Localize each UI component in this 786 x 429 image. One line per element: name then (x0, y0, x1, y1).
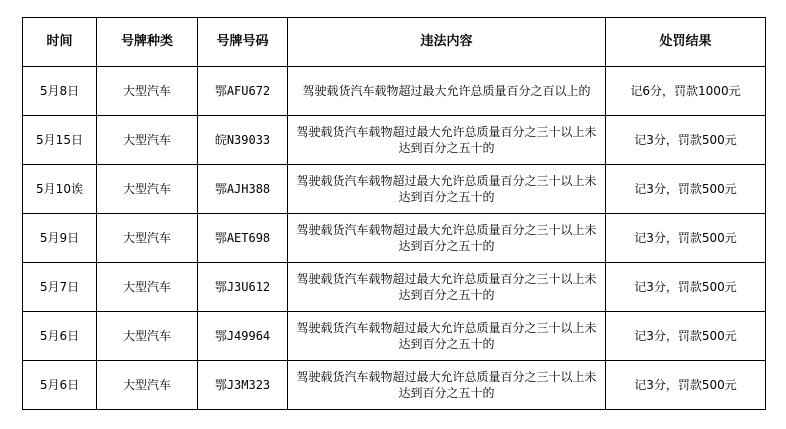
table-row (23, 263, 766, 312)
table-header (23, 18, 766, 67)
cell-plate-number: 鄂AJH388 (198, 165, 288, 214)
violations-table (22, 17, 766, 410)
table-row (23, 116, 766, 165)
cell-plate-type: 大型汽车 (97, 312, 198, 361)
header-violation: 违法内容 (288, 18, 606, 67)
cell-violation: 驾驶载货汽车载物超过最大允许总质量百分之百以上的 (288, 67, 606, 116)
cell-plate-number: 鄂AET698 (198, 214, 288, 263)
cell-violation: 驾驶载货汽车载物超过最大允许总质量百分之三十以上未达到百分之五十的 (288, 312, 606, 361)
cell-time: 5月15日 (23, 116, 97, 165)
cell-penalty: 记3分，罚款500元 (606, 361, 766, 410)
cell-plate-type: 大型汽车 (97, 263, 198, 312)
cell-penalty: 记3分，罚款500元 (606, 116, 766, 165)
cell-plate-number: 鄂J3U612 (198, 263, 288, 312)
cell-violation: 驾驶载货汽车载物超过最大允许总质量百分之三十以上未达到百分之五十的 (288, 214, 606, 263)
cell-penalty: 记3分，罚款500元 (606, 263, 766, 312)
cell-time: 5月8日 (23, 67, 97, 116)
cell-plate-number: 鄂J3M323 (198, 361, 288, 410)
table-row (23, 165, 766, 214)
cell-time: 5月10诶 (23, 165, 97, 214)
cell-plate-number: 鄂J49964 (198, 312, 288, 361)
cell-plate-number: 鄂AFU672 (198, 67, 288, 116)
cell-plate-type: 大型汽车 (97, 214, 198, 263)
header-time: 时间 (23, 18, 97, 67)
table-row (23, 214, 766, 263)
cell-violation: 驾驶载货汽车载物超过最大允许总质量百分之三十以上未达到百分之五十的 (288, 116, 606, 165)
cell-plate-number: 皖N39033 (198, 116, 288, 165)
table-row (23, 67, 766, 116)
cell-time: 5月7日 (23, 263, 97, 312)
cell-violation: 驾驶载货汽车载物超过最大允许总质量百分之三十以上未达到百分之五十的 (288, 361, 606, 410)
cell-plate-type: 大型汽车 (97, 361, 198, 410)
cell-penalty: 记3分，罚款500元 (606, 312, 766, 361)
cell-violation: 驾驶载货汽车载物超过最大允许总质量百分之三十以上未达到百分之五十的 (288, 263, 606, 312)
table-row (23, 312, 766, 361)
cell-penalty: 记3分，罚款500元 (606, 165, 766, 214)
header-plate-type: 号牌种类 (97, 18, 198, 67)
cell-plate-type: 大型汽车 (97, 67, 198, 116)
header-plate-number: 号牌号码 (198, 18, 288, 67)
cell-penalty: 记3分，罚款500元 (606, 214, 766, 263)
cell-time: 5月6日 (23, 312, 97, 361)
table-row (23, 361, 766, 410)
cell-penalty: 记6分，罚款1000元 (606, 67, 766, 116)
header-penalty: 处罚结果 (606, 18, 766, 67)
cell-time: 5月9日 (23, 214, 97, 263)
cell-plate-type: 大型汽车 (97, 116, 198, 165)
cell-time: 5月6日 (23, 361, 97, 410)
cell-plate-type: 大型汽车 (97, 165, 198, 214)
header-row (23, 18, 766, 67)
table-body (23, 67, 766, 410)
cell-violation: 驾驶载货汽车载物超过最大允许总质量百分之三十以上未达到百分之五十的 (288, 165, 606, 214)
